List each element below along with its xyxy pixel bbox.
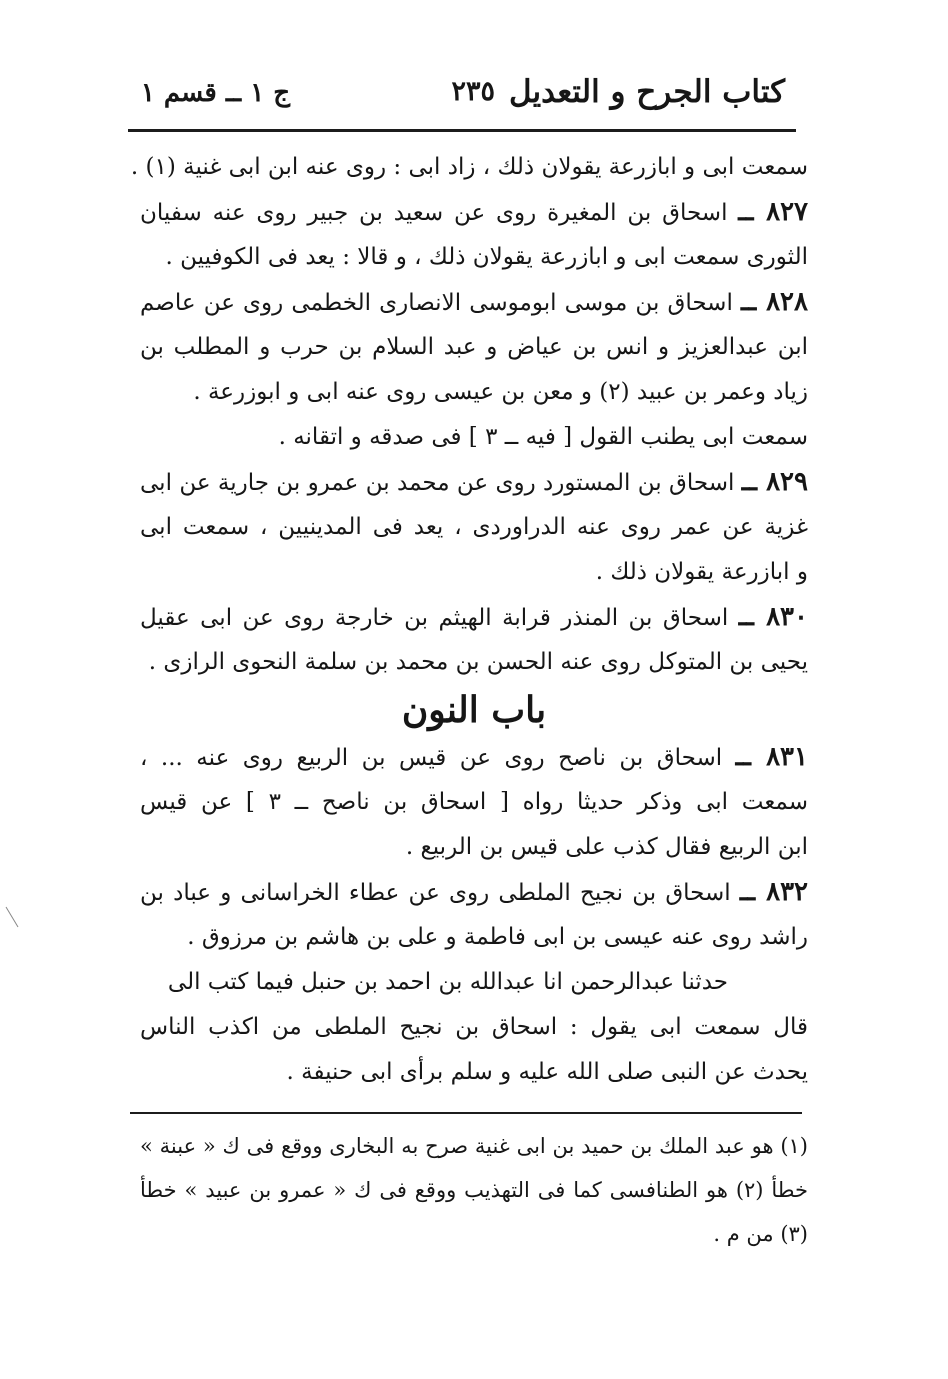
page-number: ٢٣٥ — [451, 76, 495, 107]
footnote-rule — [130, 1112, 802, 1114]
entry-number: ٨٢٧ ــ — [738, 197, 809, 227]
text-line: يحدث عن النبى صلى الله عليه و سلم برأى ابى حنيفة . — [286, 1059, 808, 1085]
footnote-line: (٣) من م . — [713, 1222, 808, 1246]
text-line: راشد روى عنه عيسى بن ابى فاطمة و على بن هاشم بن مرزوق . — [187, 924, 808, 950]
entry-832: ٨٣٢ ــ اسحاق بن نجيح الملطى روى عن عطاء الخراسانى و عباد بن — [140, 877, 809, 907]
entry-number: ٨٢٨ ــ — [740, 287, 808, 317]
text-line: ابن الربيع فقال كذب على قيس بن الربيع . — [405, 834, 808, 860]
entry-831: ٨٣١ ــ اسحاق بن ناصح روى عن قيس بن الربيع روى عنه ... ، — [140, 742, 808, 772]
footnote-line: (١) هو عبد الملك بن حميد بن ابى غنية صرح به البخارى ووقع فى ك « عبنة » — [140, 1134, 808, 1158]
text-line: زياد وعمر بن عبيد (٢) و معن بن عيسى روى عنه ابى و ابوزرعة . — [193, 379, 808, 405]
text-line: سمعت ابى وذكر حديثا رواه [ اسحاق بن ناصح ــ ٣ ] عن قيس — [140, 789, 808, 815]
book-title: كتاب الجرح و التعديل — [508, 74, 785, 110]
text-line: سمعت ابى و ابازرعة يقولان ذلك ، زاد ابى : روى عنه ابن ابى غنية (١) . — [130, 154, 808, 180]
text-line: قال سمعت ابى يقول : اسحاق بن نجيح الملطى من اكذب الناس — [140, 1014, 808, 1040]
text-line: حدثنا عبدالرحمن انا عبدالله بن احمد بن حنبل فيما كتب الى — [167, 969, 728, 995]
entry-827: ٨٢٧ ــ اسحاق بن المغيرة روى عن سعيد بن جبير روى عنه سفيان — [140, 197, 809, 227]
entry-829: ٨٢٩ ــ اسحاق بن المستورد روى عن محمد بن عمرو بن جارية عن ابى — [140, 467, 808, 497]
entry-number: ٨٣١ ــ — [735, 742, 808, 772]
text-line: و ابازرعة يقولان ذلك . — [595, 559, 808, 585]
volume-indicator: ج ١ ــ قسم ١ — [140, 78, 290, 108]
entry-number: ٨٢٩ ــ — [741, 467, 808, 497]
running-header — [130, 70, 795, 122]
text-line: يحيى بن المتوكل روى عنه الحسن بن محمد بن سلمة النحوى الرازى . — [148, 649, 808, 675]
entry-828: ٨٢٨ ــ اسحاق بن موسى ابوموسى الانصارى الخطمى روى عن عاصم — [140, 287, 808, 317]
footnotes — [140, 1124, 808, 1256]
entry-number: ٨٣٢ ــ — [739, 877, 809, 907]
text-line: ابن عبدالعزيز و انس بن عياض و عبد السلام بن حرب و المطلب بن — [140, 334, 808, 360]
footnote-line: خطأ (٢) هو الطنافسى كما فى التهذيب ووقع فى ك « عمرو بن عبيد » خطأ — [140, 1178, 808, 1202]
main-text — [130, 145, 809, 1095]
text-line: غزية عن عمر روى عنه الدراوردى ، يعد فى المدينيين ، سمعت ابى — [140, 514, 808, 540]
text-line: سمعت ابى يطنب القول [ فيه ــ ٣ ] فى صدقه و اتقانه . — [278, 424, 808, 450]
entry-number: ٨٣٠ ــ — [738, 602, 808, 632]
header-rule — [128, 129, 796, 132]
scan-speck-mark — [4, 905, 20, 929]
text-line: الثورى سمعت ابى و ابازرعة يقولان ذلك ، و قالا : يعد فى الكوفيين . — [165, 244, 808, 270]
chapter-heading: باب النون — [401, 689, 547, 731]
entry-830: ٨٣٠ ــ اسحاق بن المنذر قرابة الهيثم بن خارجة روى عن ابى عقيل — [140, 602, 808, 632]
